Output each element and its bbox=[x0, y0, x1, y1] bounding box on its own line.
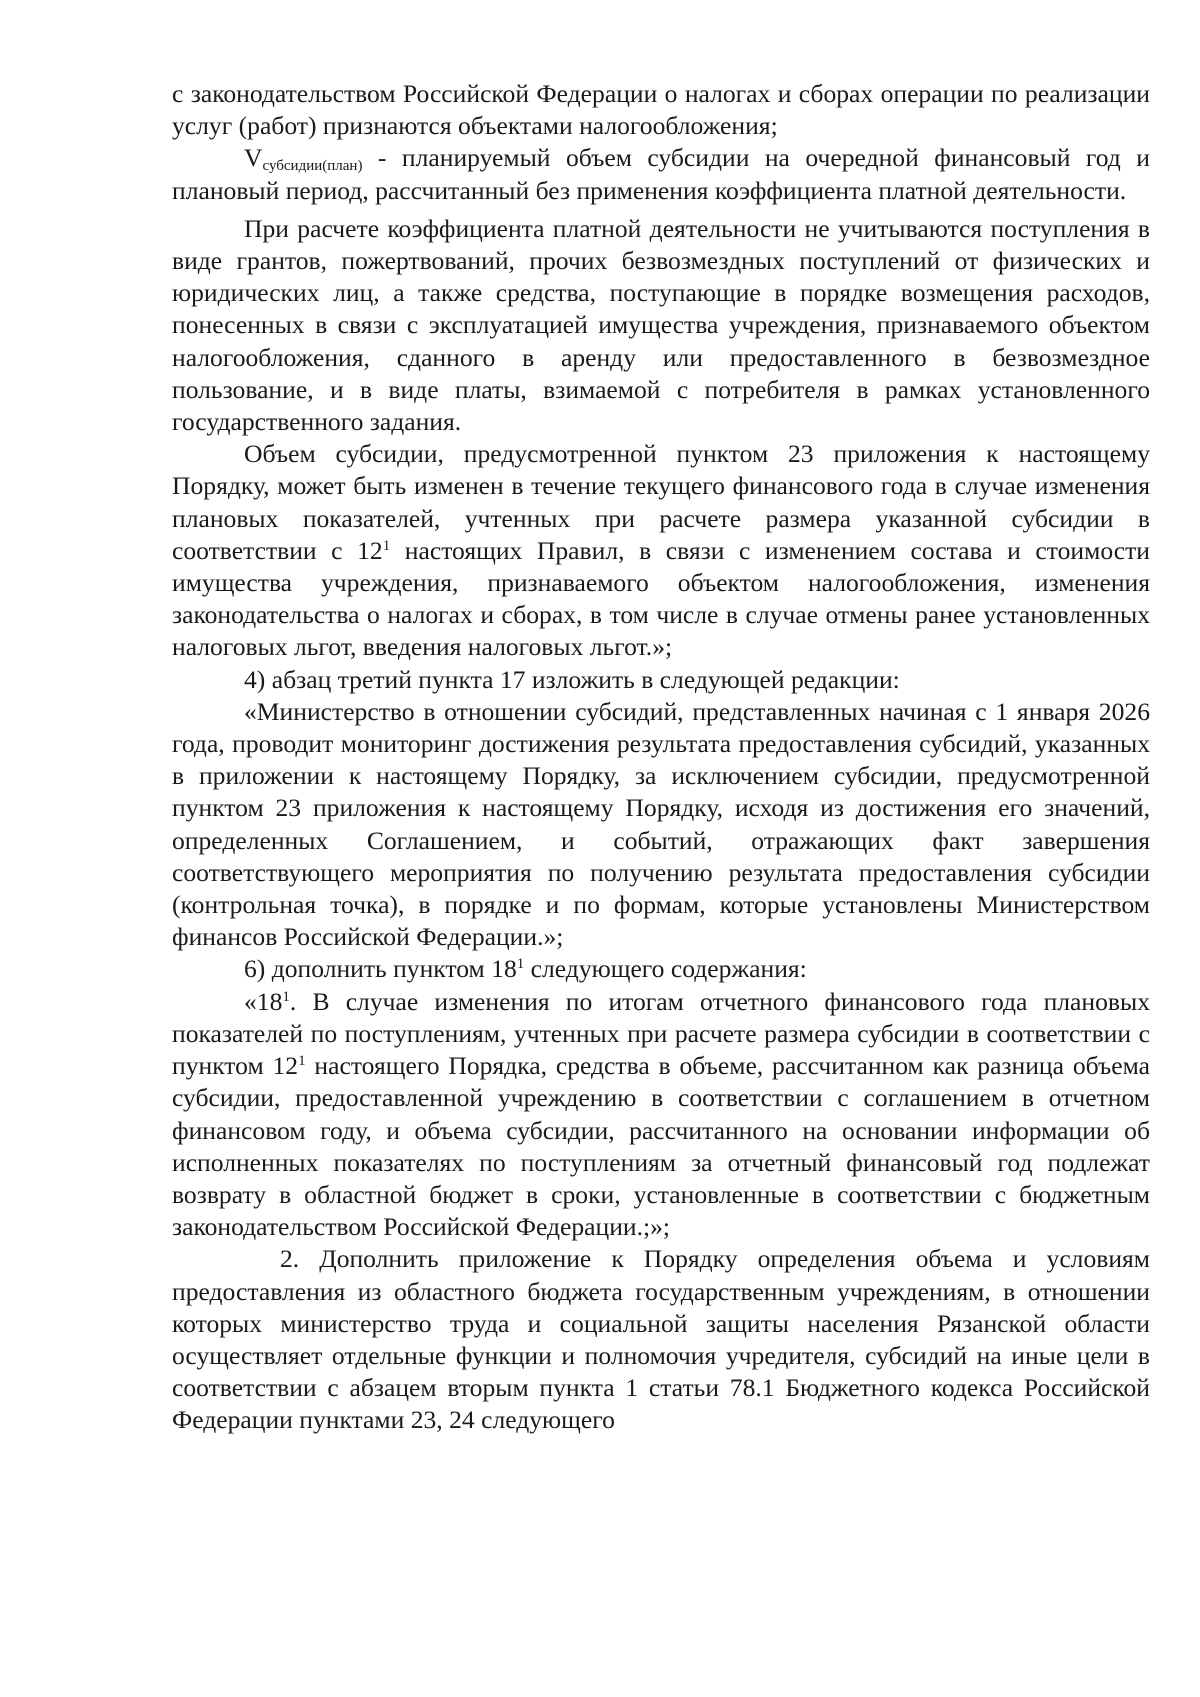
document-page bbox=[172, 78, 1150, 1437]
superscript: 1 bbox=[382, 537, 391, 554]
variable-subscript: субсидии(план) bbox=[262, 158, 363, 175]
paragraph-planned-subsidy-definition: $V_{субсидии(план)}$ - планируемый объем субсидии на очередной финансовый год и плановый период, рассчитанный без применения коэффициента платной деятельности. bbox=[172, 143, 1150, 205]
superscript: 1 bbox=[298, 1053, 306, 1070]
paragraph-ministry-monitoring: «Министерство в отношении субсидий, представленных начиная с 1 января 2026 года, проводит мониторинг достижения результата предоставления субсидий, указанных в приложении к настоящему Порядку, за исключением субсидии, предусмотренной пунктом 23 приложения к настоящему Порядку, исходя из достижения его значений, определенных Соглашением, и событий, отражающих факт завершения соответствующего мероприятия по получению результата предоставления субсидии (контрольная точка), в порядке и по формам, которые установлены Министерством финансов Российской Федерации.»; bbox=[172, 696, 1150, 952]
paragraph-subsidy-volume-change: Объем субсидии, предусмотренной пунктом 23 приложения к настоящему Порядку, может быть изменен в течение текущего финансового года в случае изменения плановых показателей, учтенных при расчете размера указанной субсидии в соответствии с $12^1$ настоящих Правил, в связи с изменением состава и стоимости имущества учреждения, признаваемого объектом налогообложения, изменения законодательства о налогах и сборах, в том числе в случае отмены ранее установленных налоговых льгот, введения налоговых льгот.»; bbox=[172, 439, 1150, 662]
superscript: 1 bbox=[516, 956, 525, 973]
paragraph-point-18-1: «$18^1$. В случае изменения по итогам отчетного финансового года плановых показателей по поступлениям, учтенных при расчете размера субсидии в соответствии с пунктом $12^1$ настоящего Порядка, средства в объеме, рассчитанном как разница объема субсидии, предоставленной учреждению в соответствии с соглашением в отчетном финансовом году, и объема субсидии, рассчитанного на основании информации об исполненных показателях по поступлениям за отчетный финансовый год подлежат возврату в областной бюджет в сроки, установленные в соответствии с бюджетным законодательством Российской Федерации.;»; bbox=[172, 986, 1150, 1242]
paragraph-item-2-appendix: 2. Дополнить приложение к Порядку определения объема и условиям предоставления из областного бюджета государственным учреждениям, в отношении которых министерство труда и социальной защиты населения Рязанской области осуществляет отдельные функции и полномочия учредителя, субсидий на иные цели в соответствии с абзацем вторым пункта 1 статьи 78.1 Бюджетного кодекса Российской Федерации пунктами 23, 24 следующего bbox=[172, 1244, 1150, 1435]
paragraph-item-4: 4) абзац третий пункта 17 изложить в следующей редакции: bbox=[244, 664, 900, 694]
paragraph-tax-operations: с законодательством Российской Федерации о налогах и сборах операции по реализации услуг (работ) признаются объектами налогообложения; bbox=[172, 79, 1150, 141]
paragraph-item-6: 6) дополнить пунктом $18^1$ следующего содержания: bbox=[244, 954, 807, 984]
superscript: 1 bbox=[282, 988, 290, 1005]
paragraph-paid-activity-coefficient: При расчете коэффициента платной деятельности не учитываются поступления в виде грантов, пожертвований, прочих безвозмездных поступлений от физических и юридических лиц, а также средства, поступающие в порядке возмещения расходов, понесенных в связи с эксплуатацией имущества учреждения, признаваемого объектом налогообложения, сданного в аренду или предоставленного в безвозмездное пользование, и в виде платы, взимаемой с потребителя в рамках установленного государственного задания. bbox=[172, 213, 1150, 437]
variable-v: V bbox=[244, 143, 263, 173]
